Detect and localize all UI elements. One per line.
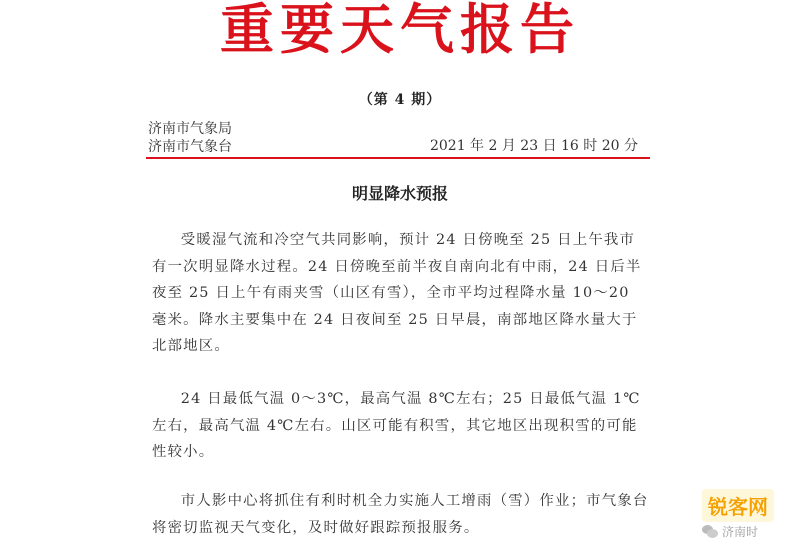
issue-number: （第 4 期） [358,92,442,108]
forecast-paragraph-temperature: 24 日最低气温 0～3℃，最高气温 8℃左右；25 日最低气温 1℃左右，最高气温 4℃左右。山区可能有积雪，其它地区出现积雪的可能性较小。 [152,391,641,460]
issue-datetime: 2021 年 2 月 23 日 16 时 20 分 [429,138,638,154]
header-divider [146,157,650,159]
report-title: 重要天气报告 [220,0,580,61]
report-subtitle: 明显降水预报 [351,184,448,203]
source-watermark [702,523,758,540]
wechat-icon [702,525,718,539]
issuer-bureau: 济南市气象局 [148,121,232,137]
issuer-observatory: 济南市气象台 [148,139,232,155]
site-logo: 锐客网 [702,489,774,522]
source-label: 济南时 [721,525,758,539]
forecast-paragraph-services: 市人影中心将抓住有利时机全力实施人工增雨（雪）作业；市气象台将密切监视天气变化，及时做好跟踪预报服务。 [152,493,649,536]
forecast-paragraph-precipitation: 受暖湿气流和冷空气共同影响，预计 24 日傍晚至 25 日上午我市有一次明显降水过程。24 日傍晚至前半夜自南向北有中雨，24 日后半夜至 25 日上午有雨夹雪（山区有雪），全市平均过程降水量 10～20 毫米。降水主要集中在 24 日夜间至 25 日早晨，南部地区降水量大于北部地区。 [152,232,642,354]
